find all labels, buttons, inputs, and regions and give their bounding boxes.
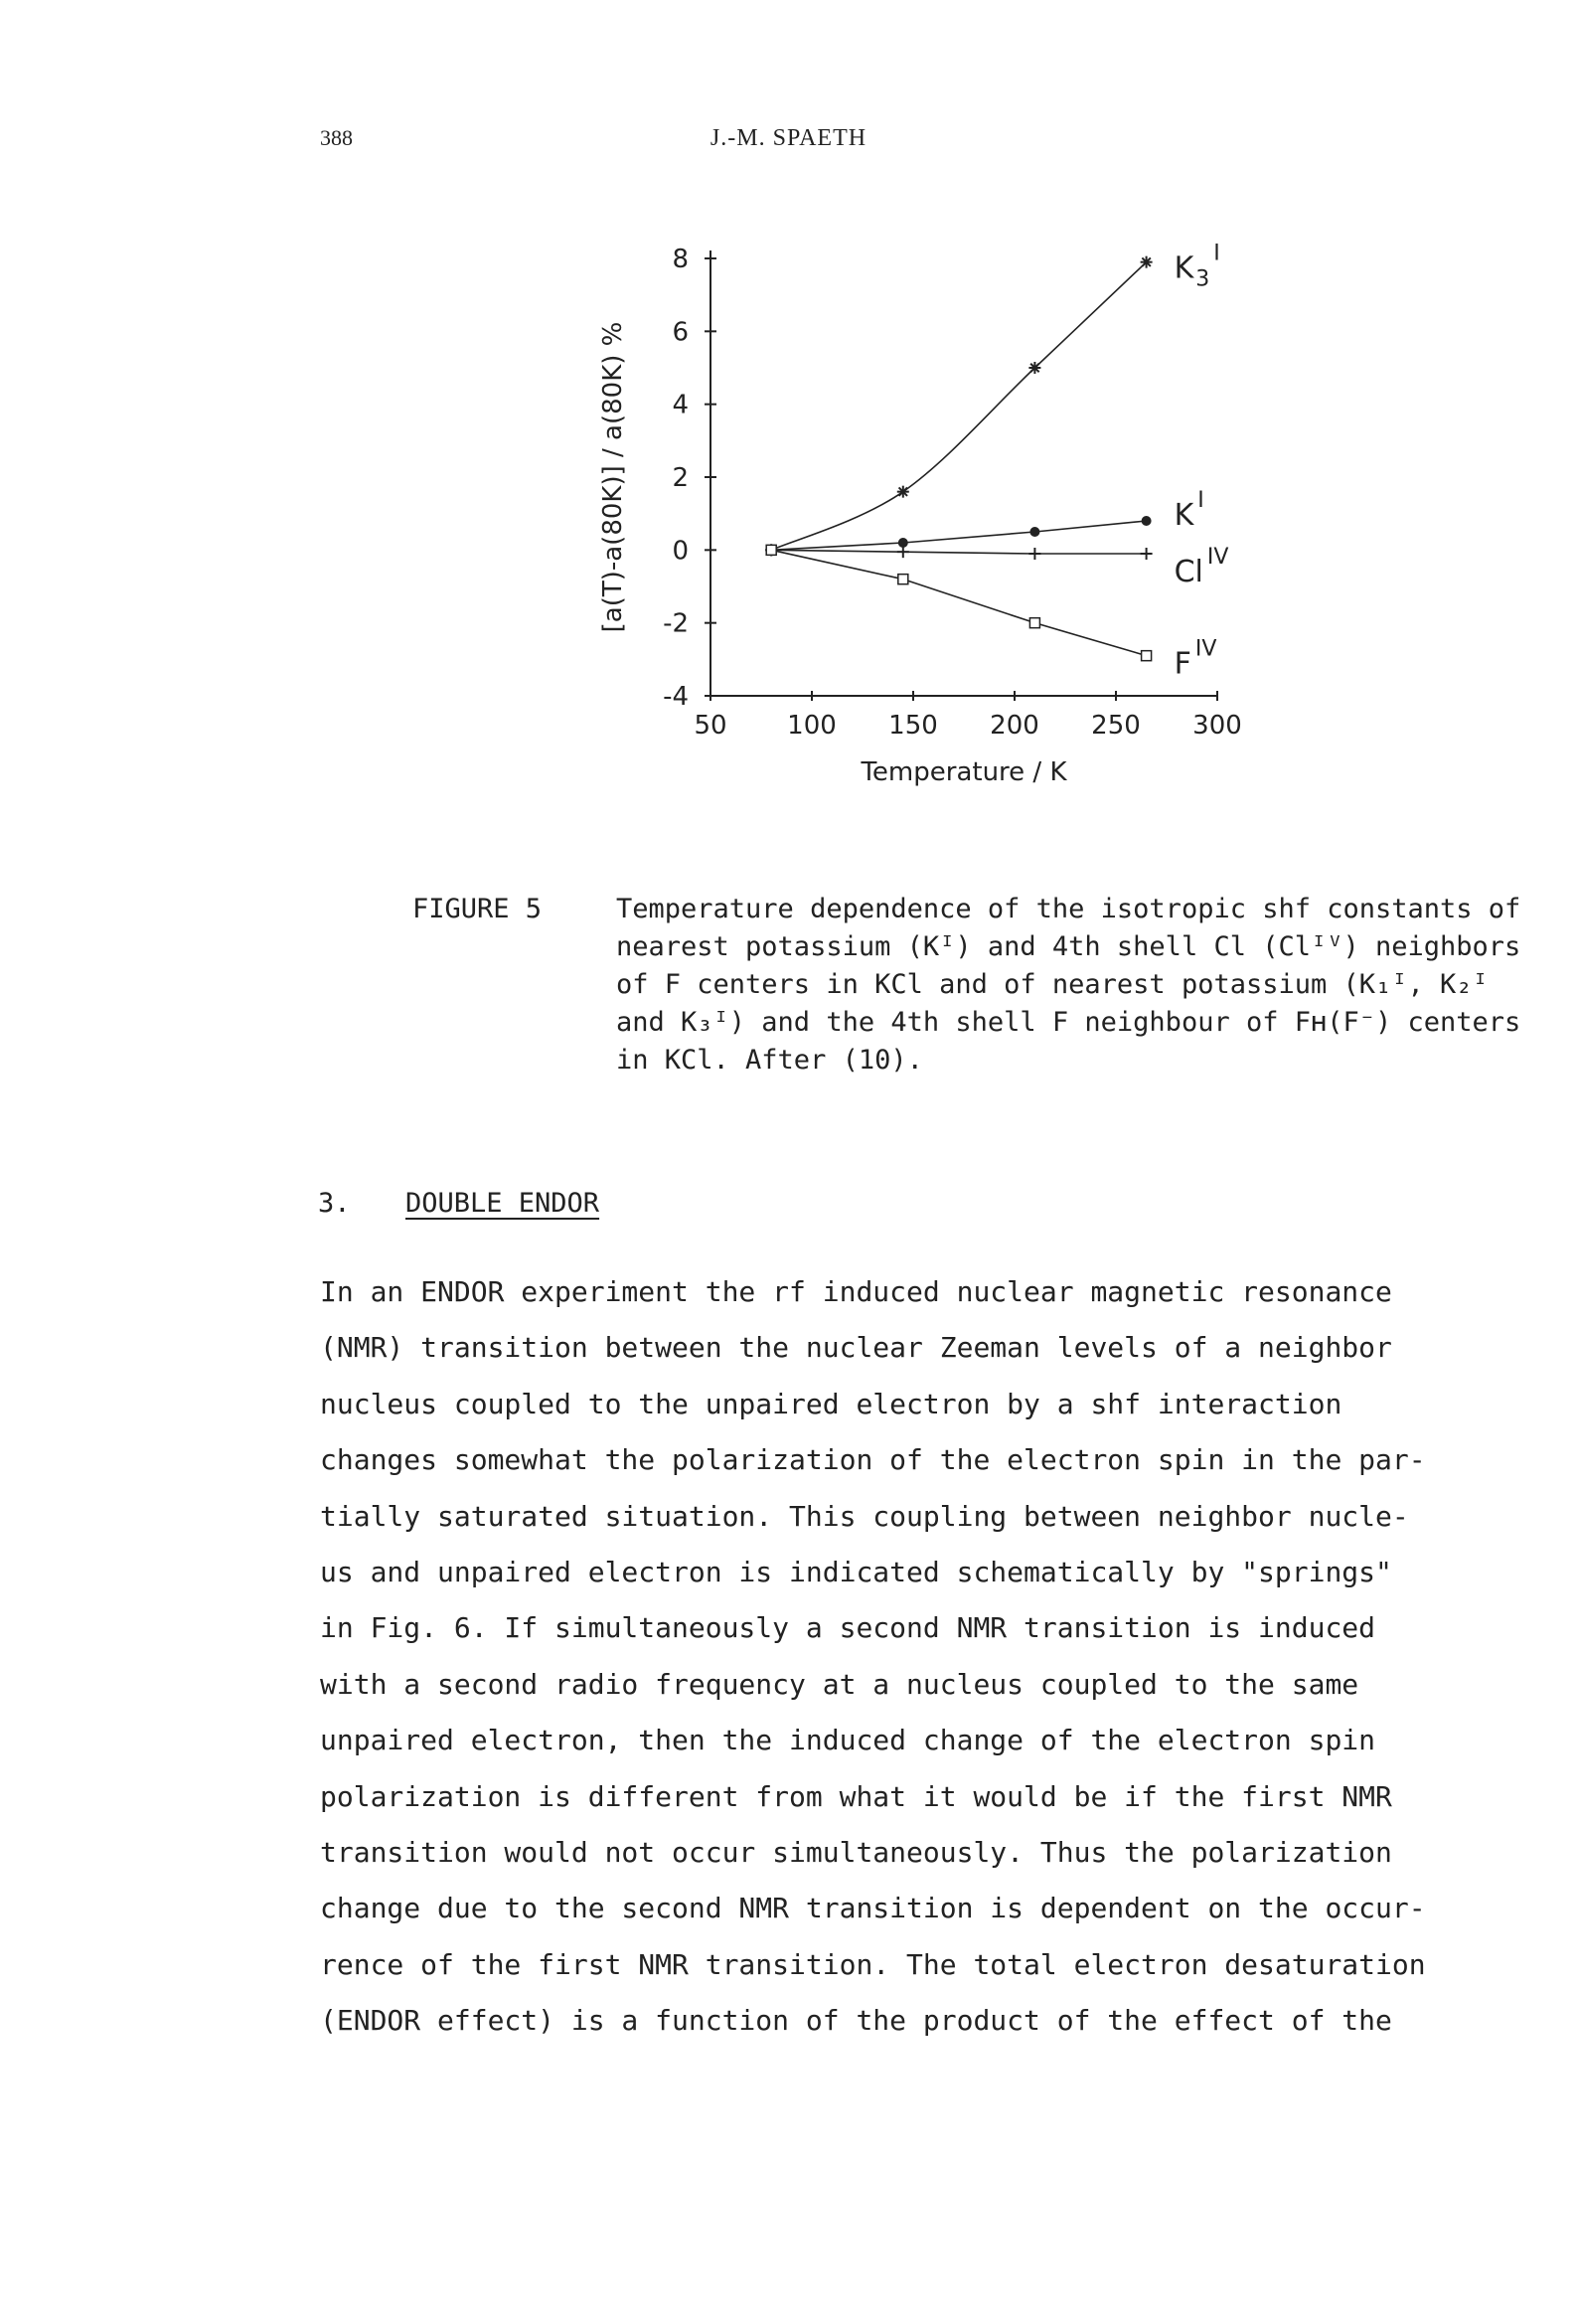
y-axis-label: [a(T)-a(80K)] / a(80K) % (598, 321, 628, 633)
data-point-open-square (766, 545, 776, 555)
y-tick-label: 2 (672, 463, 689, 493)
series-label (1175, 488, 1204, 533)
figure-5-chart (556, 229, 1351, 845)
page-number: 388 (320, 125, 353, 150)
series-label (1175, 242, 1220, 292)
series-label-superscript: IV (1206, 545, 1229, 570)
section-heading (318, 1188, 599, 1219)
data-point-plus (1141, 548, 1153, 560)
series-line (771, 521, 1146, 550)
series-line (771, 550, 1146, 655)
body-line: nucleus coupled to the unpaired electron by a shf interaction (320, 1387, 1342, 1420)
running-header: J.-M. SPAETH (710, 125, 867, 151)
y-tick-label: -2 (663, 608, 689, 639)
x-tick-label: 200 (990, 711, 1039, 741)
body-line: polarization is different from what it would be if the first NMR (320, 1779, 1392, 1813)
series-line (771, 550, 1146, 554)
series-label-subscript: 3 (1195, 266, 1210, 292)
body-line: (ENDOR effect) is a function of the product of the effect of the (320, 2004, 1392, 2038)
x-tick-label: 100 (787, 711, 837, 741)
series-label-base: F (1174, 646, 1191, 682)
series-label-superscript: I (1197, 488, 1204, 513)
caption-text: Temperature dependence of the isotropic shf constants of nearest potassium (Kᴵ) and 4th shell Cl (Clᴵⱽ) neighbors of F centers in KCl and of nearest potassium (K₁ᴵ, K₂ᴵ and K₃ᴵ) and the 4th shell F neighbour of Fʜ(F⁻) centers in KCl. After (10). (616, 894, 1521, 1076)
data-point-filled-circle (1142, 516, 1152, 526)
y-tick-label: 6 (672, 317, 689, 348)
data-point-open-square (898, 575, 908, 584)
data-point-plus (1028, 548, 1040, 560)
chart-labels-layer (598, 242, 1228, 787)
data-point-open-square (1142, 651, 1152, 661)
x-tick-label: 50 (694, 711, 727, 741)
series-label-superscript: I (1213, 241, 1220, 266)
body-line: with a second radio frequency at a nucleus coupled to the same (320, 1667, 1359, 1701)
chart-axes (710, 250, 1217, 696)
section-title: DOUBLE ENDOR (405, 1188, 600, 1219)
data-point-filled-circle (1029, 527, 1039, 537)
series-f-iv (766, 545, 1151, 660)
body-line: us and unpaired electron is indicated schematically by "springs" (320, 1556, 1392, 1589)
section-number: 3. (318, 1188, 351, 1219)
series-line (771, 262, 1146, 551)
body-line: In an ENDOR experiment the rf induced nuclear magnetic resonance (320, 1275, 1392, 1308)
y-tick-label: 8 (672, 245, 689, 274)
y-tick-label: 0 (672, 536, 689, 567)
series-label (1175, 545, 1229, 589)
series-label-superscript: IV (1194, 636, 1217, 662)
chart-series-layer (765, 256, 1152, 661)
data-point-plus (897, 546, 909, 558)
series-label (1175, 637, 1217, 682)
body-line: unpaired electron, then the induced change of the electron spin (320, 1724, 1376, 1757)
body-line: tially saturated situation. This coupling between neighbor nucle- (320, 1499, 1409, 1533)
series-k3-i (765, 256, 1152, 557)
body-line: rence of the first NMR transition. The total electron desaturation (320, 1947, 1426, 1981)
data-point-asterisk (897, 486, 909, 498)
body-text (320, 1264, 1542, 2050)
series-label-base: K (1174, 498, 1194, 533)
y-tick-label: 4 (672, 390, 689, 420)
x-tick-label: 250 (1091, 711, 1141, 741)
x-tick-label: 150 (888, 711, 938, 741)
body-line: (NMR) transition between the nuclear Zeeman levels of a neighbor (320, 1331, 1392, 1365)
x-tick-label: 300 (1192, 711, 1242, 741)
chart-ticks (663, 245, 1242, 741)
data-point-asterisk (1141, 256, 1153, 268)
data-point-open-square (1029, 618, 1039, 628)
body-line: changes somewhat the polarization of the electron spin in the par- (320, 1443, 1426, 1477)
y-tick-label: -4 (663, 682, 689, 712)
x-axis-label: Temperature / K (861, 757, 1067, 787)
caption-label: FIGURE 5 (412, 894, 543, 924)
series-label-base: K (1174, 250, 1194, 286)
series-k-i (766, 516, 1151, 555)
body-line: transition would not occur simultaneously. Thus the polarization (320, 1836, 1392, 1870)
body-line: change due to the second NMR transition is dependent on the occur- (320, 1892, 1426, 1925)
data-point-asterisk (1028, 362, 1040, 374)
series-label-base: Cl (1174, 555, 1203, 589)
body-line: in Fig. 6. If simultaneously a second NMR transition is induced (320, 1611, 1376, 1645)
